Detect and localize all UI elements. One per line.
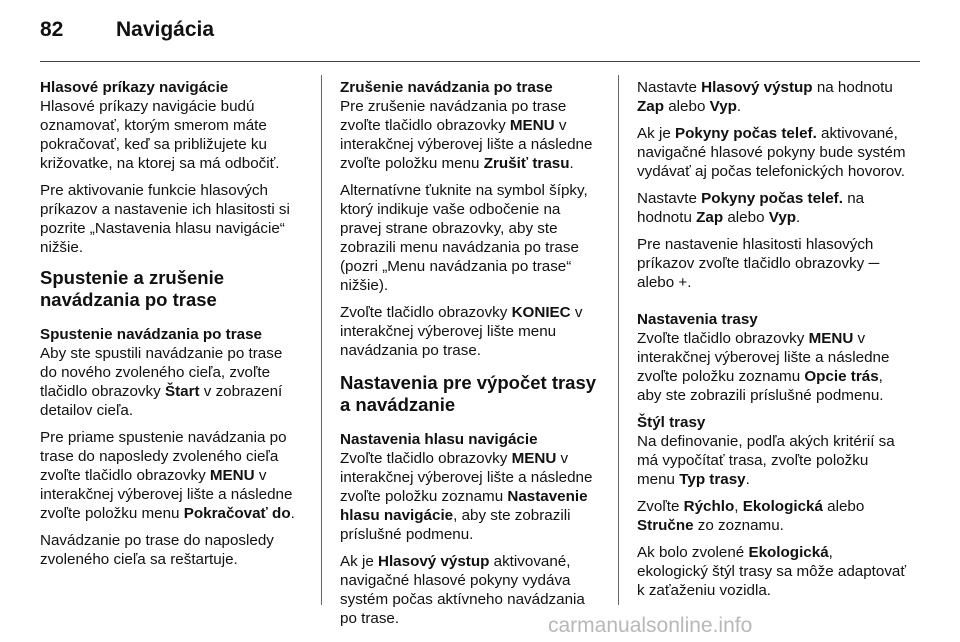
subheading-route-settings: Nastavenia trasy <box>637 311 758 328</box>
paragraph: Pre priame spustenie navádzania po trase do naposledy zvoleného cieľa zvoľte tlačidlo obrazovky MENU v interakčnej výberovej lište a následne zvoľte položku menu Pokračovať do. <box>40 429 295 522</box>
paragraph: Zvoľte tlačidlo obrazovky MENU v interakčnej výberovej lište a následne zvoľte položku zoznamu Nastavenie hlasu navigácie, aby ste zobrazili príslušné podmenu. <box>340 450 593 543</box>
subheading-route-style: Štýl trasy <box>637 414 706 431</box>
column-divider-2 <box>618 75 619 605</box>
column-1 <box>40 78 302 577</box>
page-title: Navigácia <box>116 18 215 41</box>
column-3 <box>637 78 907 608</box>
paragraph: Alternatívne ťuknite na symbol šípky, ktorý indikuje vaše odbočenie na pravej strane obrazovky, aby ste zobrazili menu navádzania po trase (pozri „Menu navádzania po trase“ nižšie). <box>340 182 588 294</box>
paragraph: Ak je Pokyny počas telef. aktivované, navigačné hlasové pokyny bude systém vydávať aj počas telefonických hovorov. <box>637 125 906 180</box>
paragraph: Aby ste spustili navádzanie po trase do nového zvoleného cieľa, zvoľte tlačidlo obrazovky Štart v zobrazení detailov cieľa. <box>40 345 283 419</box>
plus-icon: + <box>678 274 688 291</box>
paragraph: Na definovanie, podľa akých kritérií sa má vypočítať trasa, zvoľte položku menu Typ trasy. <box>637 433 895 488</box>
paragraph: Pre zrušenie navádzania po trase zvoľte tlačidlo obrazovky MENU v interakčnej výberovej lište a následne zvoľte položku menu Zrušiť trasu. <box>340 98 593 172</box>
paragraph: Ak je Hlasový výstup aktivované, navigačné hlasové pokyny vydáva systém počas aktívneho navádzania po trase. <box>340 553 585 627</box>
subheading-voice-commands: Hlasové príkazy navigácie <box>40 79 229 96</box>
paragraph: Zvoľte Rýchlo, Ekologická alebo Stručne zo zoznamu. <box>637 498 865 534</box>
subheading-cancel-guidance: Zrušenie navádzania po trase <box>340 79 553 96</box>
paragraph: Pre nastavenie hlasitosti hlasových príkazov zvoľte tlačidlo obrazovky ─ alebo +. <box>637 236 880 291</box>
paragraph: Zvoľte tlačidlo obrazovky KONIEC v interakčnej výberovej lište menu navádzania po trase. <box>340 304 583 359</box>
paragraph: Pre aktivovanie funkcie hlasových príkazov a nastavenie ich hlasitosti si pozrite „Nastavenia hlasu navigácie“ nižšie. <box>40 182 290 256</box>
watermark: carmanualsonline.info <box>548 614 753 637</box>
paragraph: Hlasové príkazy navigácie budú oznamovať, ktorým smerom máte pokračovať, keď sa približujete ku križovatke, na ktorej sa má odbočiť. <box>40 98 280 172</box>
paragraph: Nastavte Pokyny počas telef. na hodnotu Zap alebo Vyp. <box>637 190 865 226</box>
column-2 <box>340 78 602 636</box>
paragraph: Ak bolo zvolené Ekologická, ekologický štýl trasy sa môže adaptovať k zaťaženiu vozidla. <box>637 544 907 599</box>
paragraph: Navádzanie po trase do naposledy zvoleného cieľa sa reštartuje. <box>40 532 274 568</box>
page-number: 82 <box>40 18 64 41</box>
section-heading-start-cancel: Spustenie a zrušenie navádzania po trase <box>40 267 225 310</box>
paragraph: Zvoľte tlačidlo obrazovky MENU v interakčnej výberovej lište a následne zvoľte položku zoznamu Opcie trás, aby ste zobrazili príslušné podmenu. <box>637 330 890 404</box>
minus-icon: ─ <box>868 255 880 272</box>
subheading-voice-settings: Nastavenia hlasu navigácie <box>340 431 538 448</box>
column-divider-1 <box>321 75 322 605</box>
section-heading-route-settings: Nastavenia pre výpočet trasy a navádzanie <box>340 372 597 415</box>
subheading-start-guidance: Spustenie navádzania po trase <box>40 326 262 343</box>
paragraph: Nastavte Hlasový výstup na hodnotu Zap alebo Vyp. <box>637 79 893 115</box>
header-divider <box>40 61 920 62</box>
